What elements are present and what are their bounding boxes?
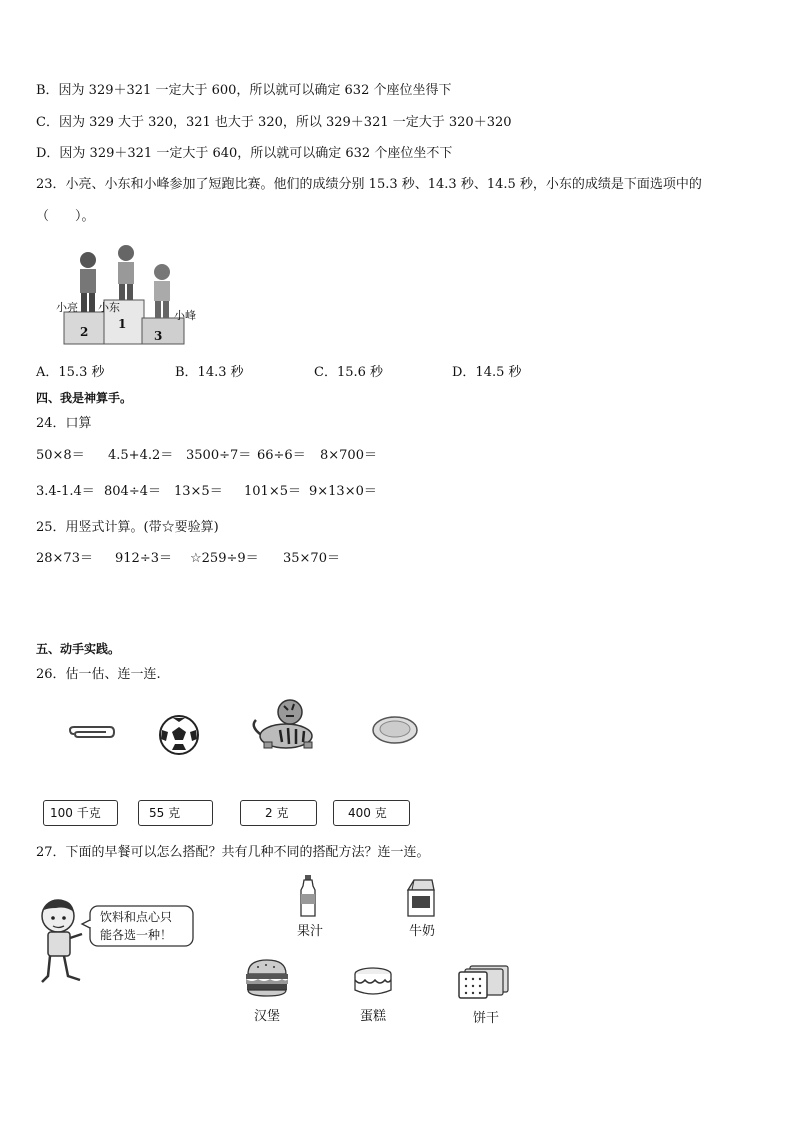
weight-box-400g[interactable]	[333, 800, 410, 826]
milk-carton-icon	[404, 878, 438, 918]
q24-title: 24．口算	[36, 416, 92, 431]
q24-item: 3500÷7＝	[186, 448, 252, 463]
podium-rank-1: 1	[118, 317, 127, 331]
speech-text-line-1: 饮料和点心只	[100, 910, 173, 924]
paperclip-icon	[68, 724, 116, 744]
podium-rank-3: 3	[154, 329, 163, 343]
runner-name-xiaofeng: 小峰	[174, 309, 196, 322]
snack-label-biscuit: 饼干	[472, 1011, 499, 1026]
q24-item: 804÷4＝	[104, 484, 161, 499]
weight-box-100kg[interactable]	[43, 800, 118, 826]
plate-icon	[370, 714, 420, 746]
soccer-ball-icon	[158, 714, 200, 756]
q22-option-d: D．因为 329＋321 一定大于 640，所以就可以确定 632 个座位坐不下	[36, 146, 453, 161]
hamburger-icon	[244, 958, 290, 998]
q22-option-b: B．因为 329＋321 一定大于 600，所以就可以确定 632 个座位坐得下	[36, 83, 452, 98]
q23-option-c: C．15.6 秒	[314, 365, 384, 380]
q25-title: 25．用竖式计算。(带☆要验算)	[36, 520, 219, 535]
weight-box-label: 2 克	[265, 806, 289, 820]
q24-item: 3.4-1.4＝	[36, 484, 95, 499]
q24-item: 4.5+4.2＝	[108, 448, 174, 463]
drink-label-juice: 果汁	[296, 924, 323, 939]
q24-item: 8×700＝	[320, 448, 377, 463]
q25-item: 28×73＝	[36, 551, 93, 566]
q23-option-b: B．14.3 秒	[175, 365, 244, 380]
snack-label-cake: 蛋糕	[359, 1009, 386, 1024]
speech-text-line-2: 能各选一种！	[100, 928, 173, 942]
q24-item: 9×13×0＝	[309, 484, 377, 499]
runner-name-xiaoliang: 小亮	[56, 301, 78, 314]
biscuit-icon	[456, 964, 512, 1000]
podium-rank-2: 2	[80, 325, 89, 339]
q24-item: 101×5＝	[244, 484, 301, 499]
podium-illustration	[52, 240, 212, 348]
cake-icon	[352, 966, 394, 998]
q25-item: 912÷3＝	[115, 551, 172, 566]
q25-item: ☆259÷9＝	[190, 551, 259, 566]
q23-option-a: A．15.3 秒	[36, 365, 105, 380]
snack-label-hamburger: 汉堡	[253, 1009, 280, 1024]
runner-name-xiaodong: 小东	[98, 301, 120, 314]
q23-option-d: D．14.5 秒	[452, 365, 522, 380]
q23-question: 23．小亮、小东和小峰参加了短跑比赛。他们的成绩分别 15.3 秒、14.3 秒、14.5 秒，小东的成绩是下面选项中的	[36, 177, 702, 192]
weight-box-label: 55 克	[149, 806, 181, 820]
q25-item: 35×70＝	[283, 551, 340, 566]
section-5-heading: 五、动手实践。	[36, 642, 121, 656]
section-4-heading: 四、我是神算手。	[36, 391, 133, 405]
q24-item: 66÷6＝	[257, 448, 306, 463]
q24-item: 13×5＝	[174, 484, 223, 499]
weight-box-55g[interactable]	[138, 800, 213, 826]
juice-bottle-icon	[298, 874, 318, 918]
weight-box-label: 100 千克	[50, 806, 101, 820]
drink-label-milk: 牛奶	[408, 924, 435, 939]
weight-box-label: 400 克	[348, 806, 387, 820]
q26-title: 26．估一估、连一连.	[36, 667, 161, 682]
tiger-icon	[246, 696, 320, 752]
weight-box-2g[interactable]	[240, 800, 317, 826]
q23-blank: （ ）。	[36, 209, 95, 224]
q27-title: 27．下面的早餐可以怎么搭配？共有几种不同的搭配方法？连一连。	[36, 845, 430, 860]
q22-option-c: C．因为 329 大于 320，321 也大于 320，所以 329＋321 一定大于 320＋320	[36, 115, 512, 130]
q24-item: 50×8＝	[36, 448, 85, 463]
